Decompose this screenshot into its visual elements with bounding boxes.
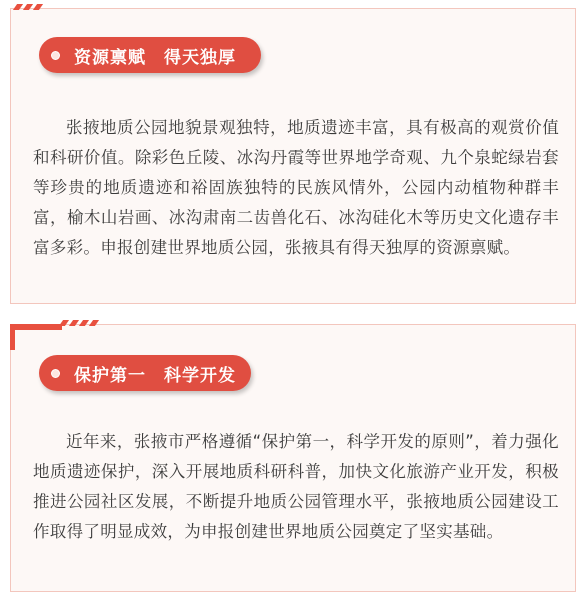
corner-bar-decoration [10, 324, 62, 330]
section-paragraph: 近年来，张掖市严格遵循“保护第一，科学开发的原则”，着力强化地质遗迹保护，深入开展地质科研科普，加快文化旅游产业开发，积极推进公园社区发展，不断提升地质公园管理水平，张掖地质公园建设工作取得了明显成效，为申报创建世界地质公园奠定了坚实基础。 [33, 432, 559, 541]
section-title: 资源禀赋 得天独厚 [74, 47, 236, 68]
bullet-dot-icon [51, 51, 60, 60]
section-title: 保护第一 科学开发 [74, 365, 236, 386]
bullet-dot-icon [51, 369, 60, 378]
section-card-resources [10, 8, 576, 304]
section-heading-badge [39, 37, 261, 73]
corner-side-decoration [10, 324, 15, 350]
section-card-protection [10, 324, 576, 592]
section-heading-badge [39, 355, 251, 391]
section-paragraph: 张掖地质公园地貌景观独特，地质遗迹丰富，具有极高的观赏价值和科研价值。除彩色丘陵、冰沟丹霞等世界地学奇观、九个泉蛇绿岩套等珍贵的地质遗迹和裕固族独特的民族风情外，公园内动植物种群丰富，榆木山岩画、冰沟肃南二齿兽化石、冰沟硅化木等历史文化遗存丰富多彩。申报创建世界地质公园，张掖具有得天独厚的资源禀赋。 [33, 118, 559, 257]
